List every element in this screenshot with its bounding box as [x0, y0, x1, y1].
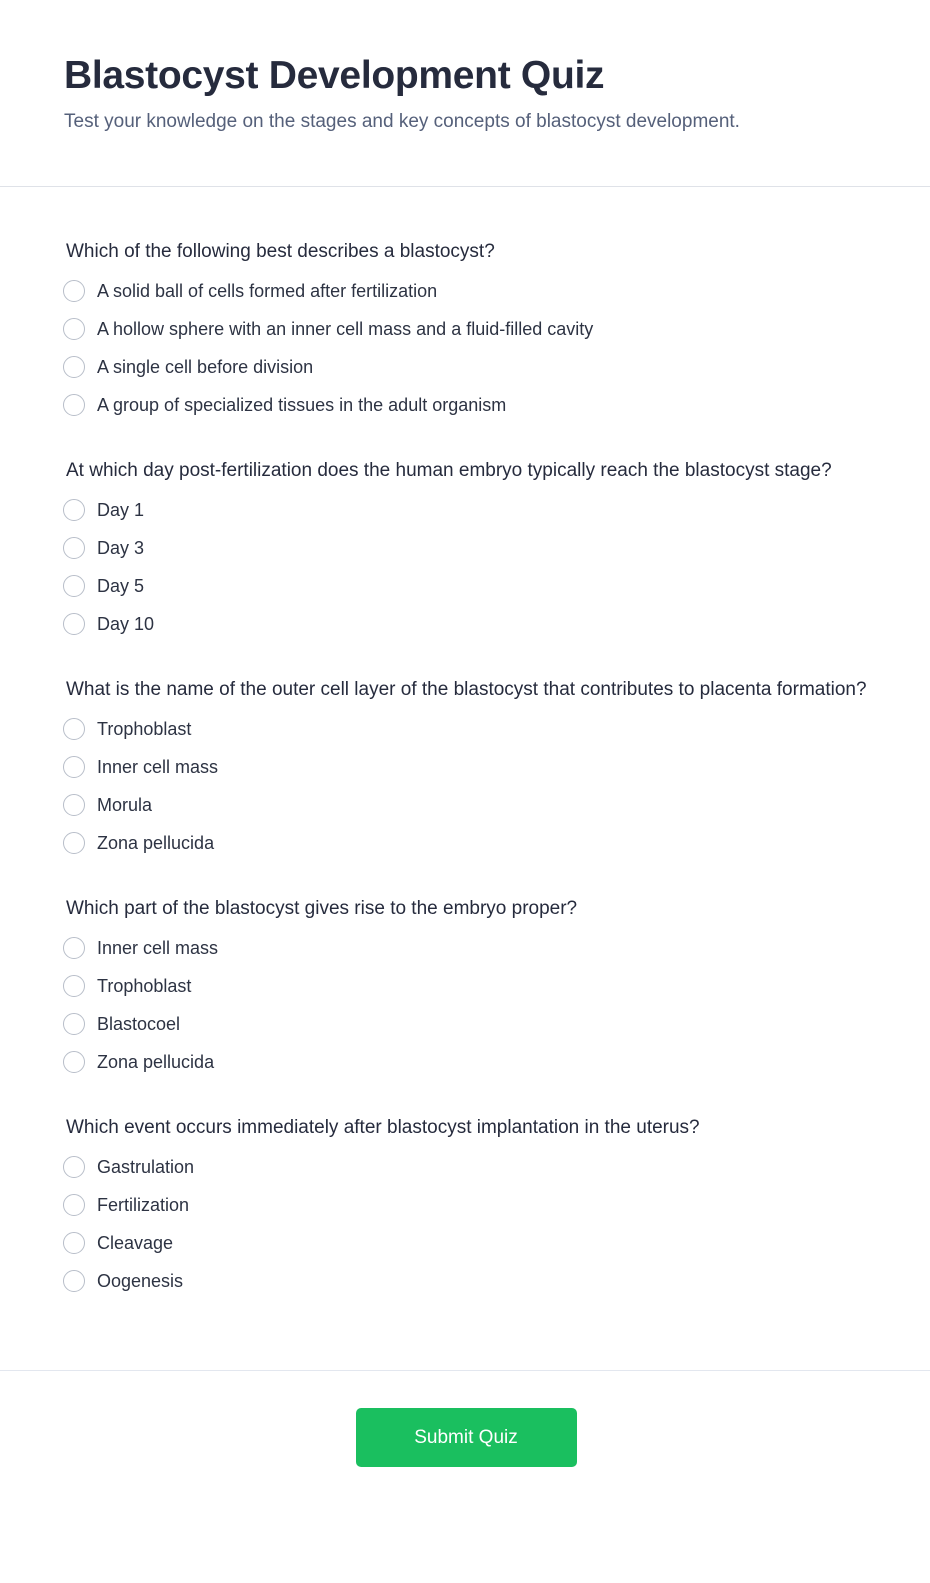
- radio-button[interactable]: [63, 1156, 85, 1178]
- radio-button[interactable]: [63, 937, 85, 959]
- option-label: Cleavage: [97, 1232, 174, 1253]
- option-label: Blastocoel: [97, 1013, 181, 1034]
- option-label: Morula: [97, 794, 153, 815]
- answer-option[interactable]: [63, 967, 870, 1005]
- radio-button[interactable]: [63, 718, 85, 740]
- question-text: Which of the following best describes a blastocyst?: [66, 241, 495, 262]
- question-block: [66, 458, 870, 643]
- radio-button[interactable]: [63, 1270, 85, 1292]
- answer-option[interactable]: [63, 1148, 870, 1186]
- option-label: Zona pellucida: [97, 832, 215, 853]
- option-label: A hollow sphere with an inner cell mass and a fluid-filled cavity: [97, 318, 594, 339]
- answer-option[interactable]: [63, 386, 870, 424]
- radio-button[interactable]: [63, 975, 85, 997]
- radio-button[interactable]: [63, 613, 85, 635]
- answer-option[interactable]: [63, 348, 870, 386]
- option-label: Day 1: [97, 499, 145, 520]
- radio-button[interactable]: [63, 356, 85, 378]
- question-block: [66, 1115, 870, 1300]
- question-block: [66, 896, 870, 1081]
- quiz-header: [0, 0, 930, 187]
- option-label: Gastrulation: [97, 1156, 195, 1177]
- answer-option[interactable]: [63, 529, 870, 567]
- answer-option[interactable]: [63, 748, 870, 786]
- question-text: At which day post-fertilization does the human embryo typically reach the blastocyst stage?: [66, 460, 832, 481]
- submit-quiz-button[interactable]: Submit Quiz: [356, 1408, 577, 1467]
- option-label: Day 3: [97, 537, 145, 558]
- question-text: Which event occurs immediately after blastocyst implantation in the uterus?: [66, 1117, 700, 1138]
- page-subtitle: Test your knowledge on the stages and key concepts of blastocyst development.: [64, 111, 740, 132]
- question-block: [66, 239, 870, 424]
- option-label: Trophoblast: [97, 718, 192, 739]
- radio-button[interactable]: [63, 756, 85, 778]
- option-label: A solid ball of cells formed after fertilization: [97, 280, 438, 301]
- answer-option[interactable]: [63, 272, 870, 310]
- radio-button[interactable]: [63, 1013, 85, 1035]
- answer-option[interactable]: [63, 567, 870, 605]
- radio-button[interactable]: [63, 1232, 85, 1254]
- answer-option[interactable]: [63, 491, 870, 529]
- answer-option[interactable]: [63, 605, 870, 643]
- radio-button[interactable]: [63, 394, 85, 416]
- question-list: [0, 187, 930, 1371]
- answer-option[interactable]: [63, 786, 870, 824]
- radio-button[interactable]: [63, 318, 85, 340]
- option-label: Inner cell mass: [97, 937, 219, 958]
- option-label: Oogenesis: [97, 1270, 184, 1291]
- answer-option[interactable]: [63, 1224, 870, 1262]
- radio-button[interactable]: [63, 1051, 85, 1073]
- radio-button[interactable]: [63, 794, 85, 816]
- question-text: Which part of the blastocyst gives rise to the embryo proper?: [66, 898, 578, 919]
- option-label: Inner cell mass: [97, 756, 219, 777]
- answer-option[interactable]: [63, 1186, 870, 1224]
- answer-option[interactable]: [63, 1005, 870, 1043]
- radio-button[interactable]: [63, 832, 85, 854]
- option-label: Day 10: [97, 613, 155, 634]
- option-label: Day 5: [97, 575, 145, 596]
- option-label: A single cell before division: [97, 356, 314, 377]
- radio-button[interactable]: [63, 499, 85, 521]
- page-title: Blastocyst Development Quiz: [64, 54, 605, 97]
- radio-button[interactable]: [63, 280, 85, 302]
- option-label: Fertilization: [97, 1194, 190, 1215]
- answer-option[interactable]: [63, 824, 870, 862]
- answer-option[interactable]: [63, 310, 870, 348]
- question-block: [66, 677, 870, 862]
- option-label: A group of specialized tissues in the adult organism: [97, 394, 507, 415]
- answer-option[interactable]: [63, 929, 870, 967]
- answer-option[interactable]: [63, 1043, 870, 1081]
- quiz-footer: [0, 1371, 930, 1467]
- radio-button[interactable]: [63, 1194, 85, 1216]
- radio-button[interactable]: [63, 575, 85, 597]
- option-label: Zona pellucida: [97, 1051, 215, 1072]
- answer-option[interactable]: [63, 1262, 870, 1300]
- radio-button[interactable]: [63, 537, 85, 559]
- answer-option[interactable]: [63, 710, 870, 748]
- option-label: Trophoblast: [97, 975, 192, 996]
- question-text: What is the name of the outer cell layer of the blastocyst that contributes to placenta formation?: [66, 679, 867, 700]
